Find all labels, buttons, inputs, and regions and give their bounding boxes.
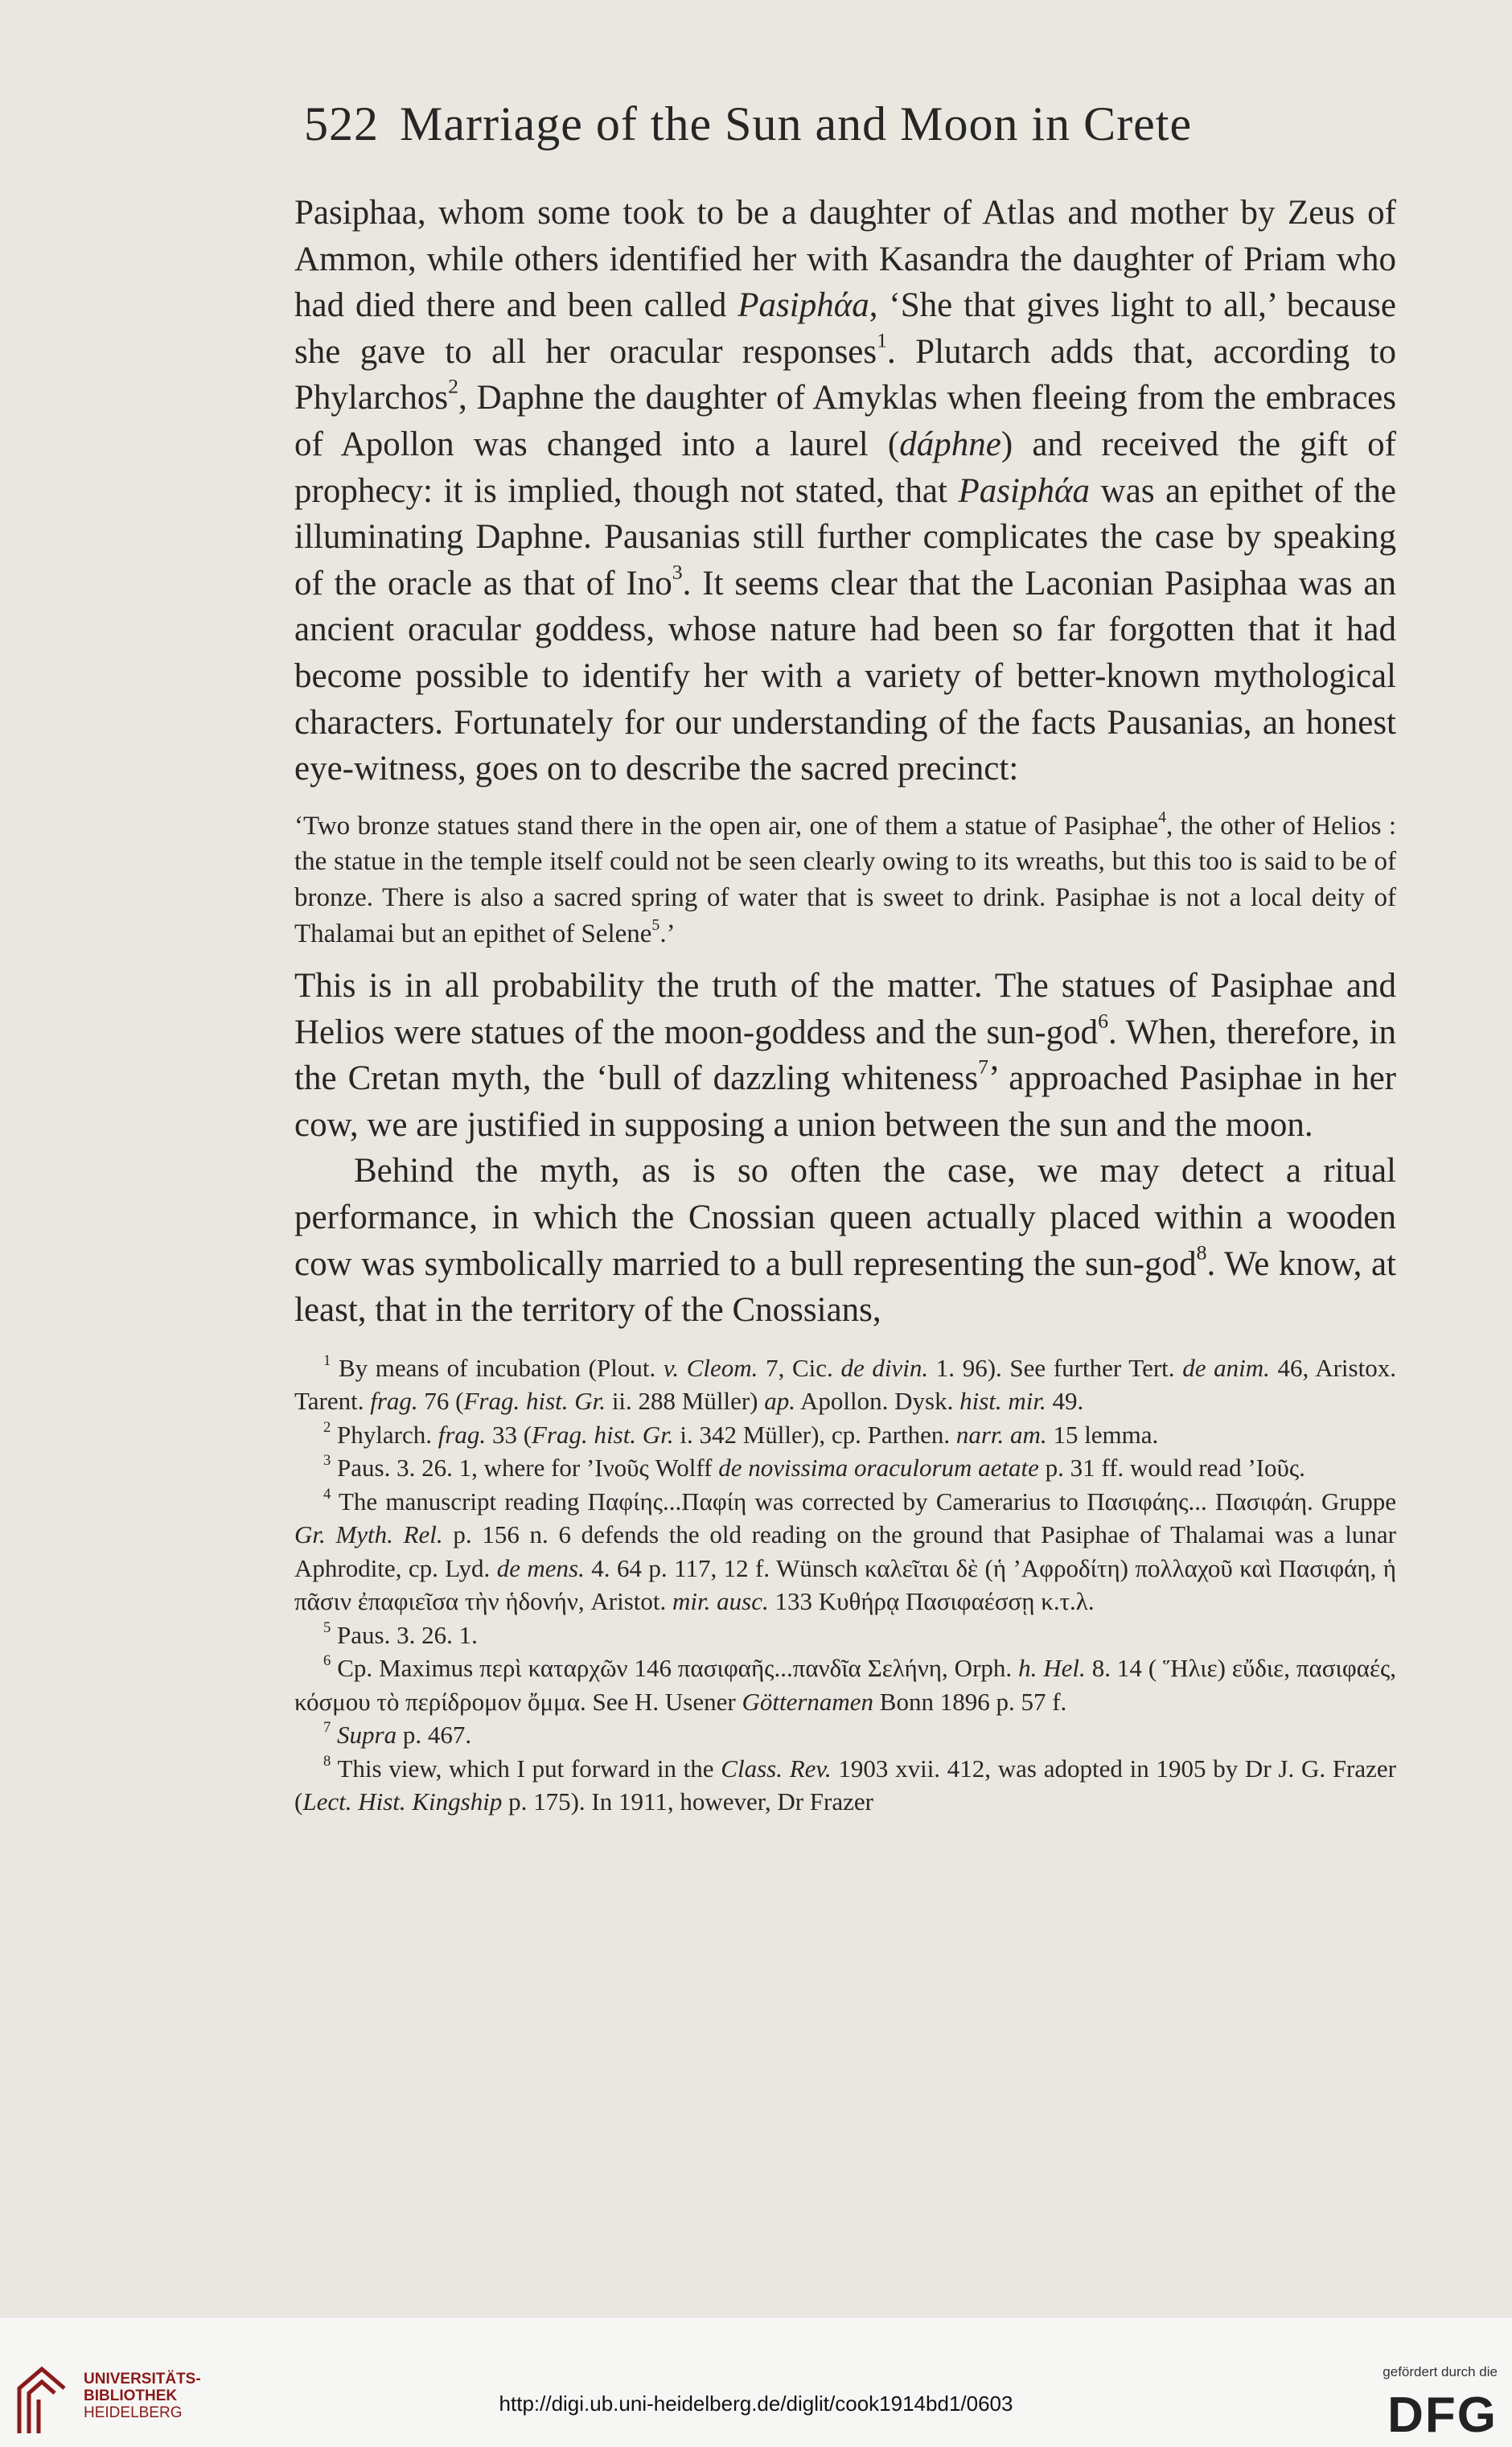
paragraph-2: This is in all probability the truth of the matter. The statues of Pasiphae and Helios were statues of the moon-goddess and the sun-god$^6$. When, therefore, in the Cretan myth, the ‘bull of dazzling whiteness$^7$’ approached Pasiphae in her cow, we are justified in supposing a union between the sun and the moon. bbox=[294, 967, 1397, 1144]
footnote-6: $^6$ Cp. Maximus περὶ καταρχῶν 146 πασιφαῆς...πανδῖα Σελήνη, Orph. h. Hel. 8. 14 ( Ἥλιε) εὔδιε, πασιφαές, κόσμου τὸ περίδρομον ὄμμα. See H. Usener Götternamen Bonn 1896 p. 57 f. bbox=[294, 1652, 1396, 1716]
footnote-5: $^5$ Paus. 3. 26. 1. bbox=[323, 1618, 478, 1649]
paragraph-3: Behind the myth, as is so often the case, we may detect a ritual performance, in which the Cnossian queen actually placed within a wooden cow was symbolically married to a bull representing the sun-god$^8$. We know, at least, that in the territory of the Cnossians, bbox=[294, 1152, 1396, 1330]
dfg-logo: DFG bbox=[1387, 2387, 1498, 2443]
footnote-7: $^7$ Supra p. 467. bbox=[323, 1719, 472, 1750]
permalink-url[interactable]: http://digi.ub.uni-heidelberg.de/diglit/cook1914bd1/0603 bbox=[499, 2391, 1013, 2416]
footnote-2: $^2$ Phylarch. frag. 33 (Frag. hist. Gr. i. 342 Müller), cp. Parthen. narr. am. 15 lemma. bbox=[323, 1418, 1159, 1449]
footnotes bbox=[294, 1351, 1396, 1819]
footnote-1: $^1$ By means of incubation (Plout. v. Cleom. 7, Cic. de divin. 1. 96). See further Tert. de anim. 46, Aristox. Tarent. frag. 76 (Frag. hist. Gr. ii. 288 Müller) ap. Apollon. Dysk. hist. mir. 49. bbox=[294, 1351, 1396, 1416]
footnote-4: $^4$ The manuscript reading Παφίης...Παφίη was corrected by Camerarius to Πασιφάης... Πασιφάη. Gruppe Gr. Myth. Rel. p. 156 n. 6 defends the old reading on the ground that Pasiphae of Thalamai was a lunar Aphrodite, cp. Lyd. de mens. 4. 64 p. 117, 12 f. Wünsch καλεῖται δὲ (ἡ ’Αφροδίτη) πολλαχοῦ καὶ Πασιφάη, ἡ πᾶσιν ἐπαφιεῖσα τὴν ἡδονήν, Aristot. mir. ausc. 133 Κυθήρᾳ Πασιφαέσσῃ κ.τ.λ. bbox=[294, 1485, 1396, 1616]
funding-caption: gefördert durch die bbox=[1383, 2364, 1498, 2379]
footnote-3: $^3$ Paus. 3. 26. 1, where for ’Ινοῦς Wolff de novissima oraculorum aetate p. 31 ff. would read ’Ιοῦς. bbox=[323, 1452, 1305, 1483]
block-quote: ‘Two bronze statues stand there in the open air, one of them a statue of Pasiphae$^4$, the other of Helios : the statue in the temple itself could not be seen clearly owing to its wreaths, but this too is said to be of bronze. There is also a sacred spring of water that is sweet to drink. Pasiphae is not a local deity of Thalamai but an epithet of Selene$^5$.’ bbox=[294, 808, 1397, 948]
library-name: UNIVERSITÄTS- BIBLIOTHEK HEIDELBERG bbox=[84, 2371, 201, 2421]
paragraph-1: Pasiphaa, whom some took to be a daughter of Atlas and mother by Zeus of Ammon, while others identified her with Kasandra the daughter of Priam who had died there and been called Pasiphάa, ‘She that gives light to all,’ because she gave to all her oracular responses$^1$. Plutarch adds that, according to Phylarchos$^2$, Daphne the daughter of Amyklas when fleeing from the embraces of Apollon was changed into a laurel (dáphne) and received the gift of prophecy: it is implied, though not stated, that Pasiphάa was an epithet of the illuminating Daphne. Pausanias still further complicates the case by speaking of the oracle as that of Ino$^3$. It seems clear that the Laconian Pasiphaa was an ancient oracular goddess, whose nature had been so far forgotten that it had become possible to identify her with a variety of better-known mythological characters. Fortunately for our understanding of the facts Pausanias, an honest eye-witness, goes on to describe the sacred precinct: bbox=[294, 194, 1397, 788]
text-body bbox=[294, 190, 1396, 1819]
page-title: Marriage of the Sun and Moon in Crete bbox=[400, 97, 1193, 150]
viewer-footer bbox=[0, 2317, 1512, 2447]
footnote-8: $^8$ This view, which I put forward in the Class. Rev. 1903 xvii. 412, was adopted in 1905 by Dr J. G. Frazer (Lect. Hist. Kingship p. 175). In 1911, however, Dr Frazer bbox=[294, 1752, 1396, 1816]
running-header bbox=[304, 97, 1398, 152]
page-number: 522 bbox=[304, 97, 379, 150]
